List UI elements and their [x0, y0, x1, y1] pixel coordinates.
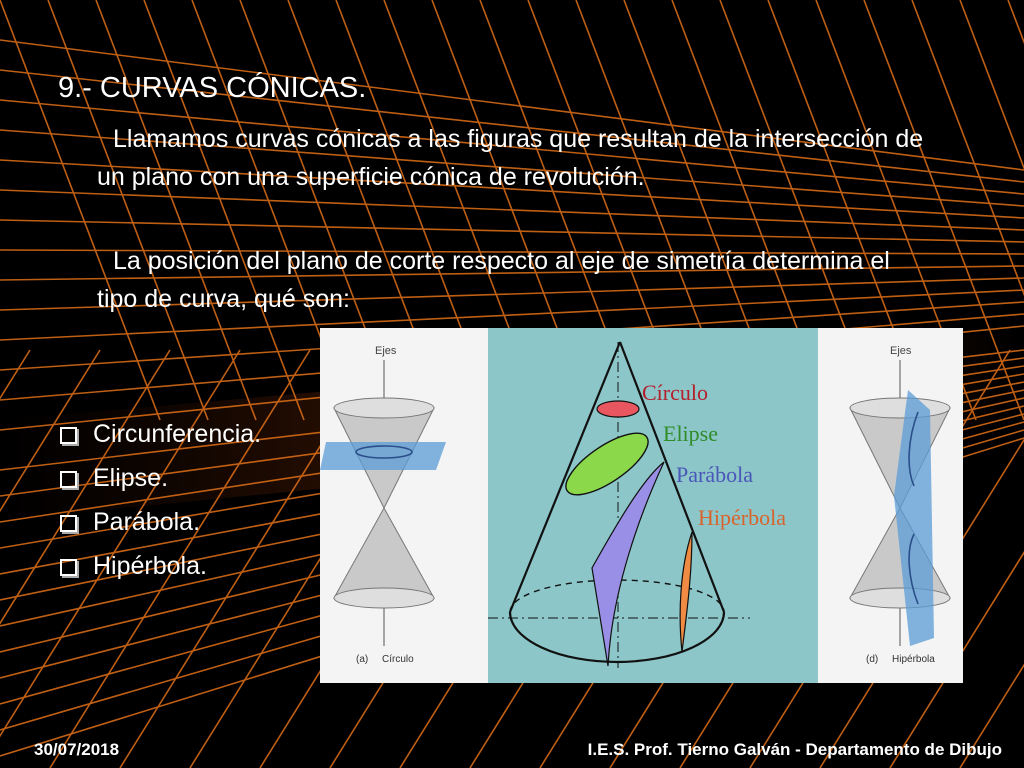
right-caption-tag: (d)	[866, 654, 879, 665]
right-panel-hyperbola	[818, 328, 963, 683]
checkbox-bullet-icon	[60, 427, 77, 444]
bullet-elipse: Elipse.	[93, 463, 169, 492]
list-item	[60, 412, 261, 456]
left-axis-label: Ejes	[375, 345, 397, 357]
checkbox-bullet-icon	[60, 559, 77, 576]
circle-section	[597, 401, 639, 417]
bullet-parabola: Parábola.	[93, 507, 201, 536]
paragraph-curve-types: La posición del plano de corte respecto al eje de simetría determina el tipo de curva, qué son:	[97, 247, 890, 313]
left-caption-tag: (a)	[356, 654, 369, 665]
curve-list	[60, 412, 261, 588]
paragraph-definition: Llamamos curvas cónicas a las figuras que resultan de la intersección de un plano con una superficie cónica de revolución.	[97, 125, 924, 191]
label-hiperbola: Hipérbola	[698, 505, 786, 530]
footer-date: 30/07/2018	[34, 740, 120, 759]
checkbox-bullet-icon	[60, 515, 77, 532]
footer-institution: I.E.S. Prof. Tierno Galván - Departamento de Dibujo	[587, 740, 1002, 759]
list-item	[60, 500, 261, 544]
left-caption: Círculo	[382, 654, 414, 665]
checkbox-bullet-icon	[60, 471, 77, 488]
label-parabola: Parábola	[676, 462, 753, 487]
left-panel-circle	[320, 328, 488, 683]
label-circulo: Círculo	[642, 380, 708, 405]
conic-sections-figure	[320, 328, 963, 683]
right-caption: Hipérbola	[892, 654, 935, 665]
bullet-circunferencia: Circunferencia.	[93, 419, 262, 448]
list-item	[60, 544, 261, 588]
right-axis-label: Ejes	[890, 345, 912, 357]
label-elipse: Elipse	[663, 421, 718, 446]
slide-title: 9.- CURVAS CÓNICAS.	[58, 72, 367, 104]
center-panel-conics	[488, 328, 818, 683]
list-item	[60, 456, 261, 500]
bullet-hiperbola: Hipérbola.	[93, 551, 207, 580]
